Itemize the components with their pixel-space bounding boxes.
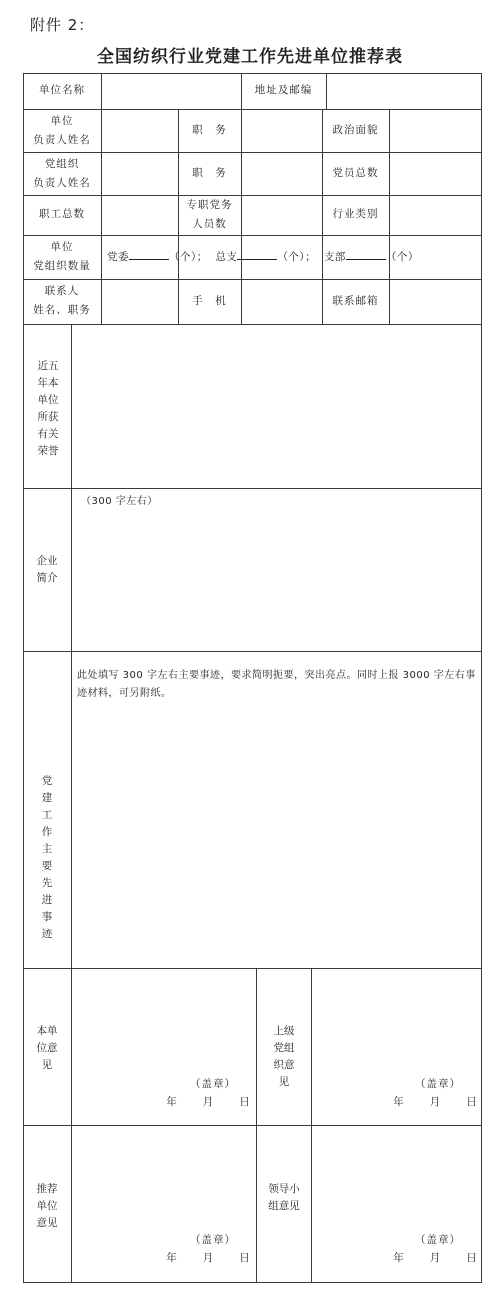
rule	[101, 73, 102, 109]
vertical-label-line: 先	[41, 877, 53, 889]
vertical-label-line: 组意见	[268, 1200, 300, 1212]
general-branch-label: 总支	[215, 251, 238, 263]
unit-leader-label	[23, 112, 101, 150]
unit-leader-label-line1: 单位	[50, 115, 74, 127]
position-label: 职 务	[192, 124, 227, 136]
vertical-label-line: 党	[41, 775, 53, 787]
seal-label: （盖章）	[415, 1234, 461, 1246]
recommendation-form	[23, 73, 482, 1283]
date-line	[153, 1093, 263, 1112]
rule	[23, 73, 482, 74]
rule	[326, 73, 327, 109]
form-title: 全国纺织行业党建工作先进单位推荐表	[97, 47, 403, 67]
total-staff-label: 职工总数	[39, 208, 85, 220]
committee-count-field[interactable]	[129, 247, 169, 260]
org-count-label-line2: 党组织数量	[33, 260, 91, 272]
rule	[23, 109, 482, 110]
rule	[23, 235, 482, 236]
vertical-label-line: 年本	[37, 377, 59, 389]
vertical-label-line: 迹	[41, 928, 53, 940]
honors-label-text	[34, 358, 62, 460]
year-label: 年	[166, 1252, 177, 1264]
fulltime-staff-label	[178, 196, 241, 234]
rule	[23, 279, 482, 280]
intro-label	[33, 553, 61, 587]
separator: ；	[196, 251, 208, 263]
rule	[23, 968, 482, 969]
month-label: 月	[202, 1096, 214, 1108]
contact-label-line2: 姓名、职务	[33, 304, 91, 316]
vertical-label-line: 事	[41, 911, 53, 923]
branch-unit: （个）	[385, 251, 419, 263]
vertical-label-line: 建	[41, 792, 53, 804]
vertical-label-line: 上级	[273, 1025, 295, 1037]
vertical-label-line: 本单	[36, 1025, 58, 1037]
date-line	[380, 1093, 490, 1112]
vertical-label-line: 进	[41, 894, 53, 906]
unit-opinion-label	[35, 1023, 59, 1074]
vertical-label-line: 见	[278, 1076, 290, 1088]
vertical-label-line: 荣誉	[37, 445, 59, 457]
unit-name-label: 单位名称	[39, 84, 85, 96]
rule	[256, 968, 257, 1282]
deeds-hint: 此处填写 300 字左右主要事迹，要求简明扼要，突出亮点。同时上报 3000 字左右事迹材料，可另附纸。	[77, 670, 476, 699]
vertical-label-line: 见	[41, 1059, 53, 1071]
year-label: 年	[393, 1252, 404, 1264]
org-count-fields	[107, 247, 477, 267]
superior-opinion-label	[261, 1023, 307, 1091]
committee-label: 党委	[107, 251, 129, 263]
mobile-label: 手 机	[192, 295, 227, 307]
day-label: 日	[466, 1252, 477, 1264]
vertical-label-line: 作	[41, 826, 53, 838]
rule	[389, 279, 390, 324]
seal-label: （盖章）	[415, 1078, 461, 1090]
date-line	[153, 1249, 263, 1268]
honors-label	[34, 358, 62, 460]
rule	[241, 279, 242, 324]
month-label: 月	[202, 1252, 214, 1264]
party-members-label: 党员总数	[332, 167, 379, 179]
rule	[23, 488, 482, 489]
vertical-label-line: 要	[41, 860, 53, 872]
political-status-label: 政治面貌	[332, 124, 379, 136]
rule	[23, 651, 482, 652]
vertical-label-line: 工	[41, 809, 53, 821]
general-branch-count-field[interactable]	[237, 247, 277, 260]
month-label: 月	[429, 1252, 441, 1264]
separator: ；	[305, 251, 317, 263]
rule	[101, 279, 102, 324]
general-branch-unit: （个）	[277, 251, 306, 263]
position-label: 职 务	[192, 167, 227, 179]
party-leader-label-line2: 负责人姓名	[33, 177, 91, 189]
day-label: 日	[239, 1252, 250, 1264]
rule	[23, 1125, 482, 1126]
rule	[23, 1282, 482, 1283]
vertical-label-line: 党组	[273, 1042, 295, 1054]
rule	[23, 195, 482, 196]
year-label: 年	[166, 1096, 177, 1108]
vertical-label-line: 所获	[37, 411, 59, 423]
contact-label-line1: 联系人	[44, 285, 80, 297]
vertical-label-line: 推荐	[36, 1183, 58, 1195]
industry-label: 行业类别	[332, 208, 379, 220]
vertical-label-line: 位意	[36, 1042, 58, 1054]
fulltime-staff-label-line2: 人员数	[192, 218, 227, 230]
day-label: 日	[466, 1096, 477, 1108]
vertical-label-line: 单位	[36, 1200, 58, 1212]
seal-label: （盖章）	[190, 1234, 236, 1246]
branch-count-field[interactable]	[346, 247, 386, 260]
vertical-label-line: 近五	[37, 360, 59, 372]
party-leader-label-line1: 党组织	[44, 158, 80, 170]
seal-label: （盖章）	[190, 1078, 236, 1090]
vertical-label-line: 主	[41, 843, 53, 855]
vertical-label-line: 意见	[36, 1217, 58, 1229]
fulltime-staff-label-line1: 专职党务	[186, 199, 233, 211]
vertical-label-line: 有关	[37, 428, 59, 440]
date-line	[380, 1249, 490, 1268]
rule	[23, 152, 482, 153]
contact-label	[23, 282, 101, 320]
vertical-label-line: 织意	[273, 1059, 295, 1071]
committee-unit: （个）	[169, 251, 197, 263]
rule	[23, 324, 482, 325]
vertical-label-line: 单位	[37, 394, 59, 406]
rule	[101, 235, 102, 279]
year-label: 年	[393, 1096, 404, 1108]
party-leader-label	[23, 155, 101, 193]
branch-label: 支部	[323, 251, 346, 263]
recommend-opinion-label	[35, 1181, 59, 1232]
rule	[71, 324, 72, 1282]
day-label: 日	[239, 1096, 250, 1108]
leading-group-opinion-label	[261, 1181, 307, 1215]
month-label: 月	[429, 1096, 441, 1108]
intro-hint: （300 字左右）	[81, 496, 158, 507]
unit-leader-label-line2: 负责人姓名	[33, 134, 91, 146]
vertical-label-line: 领导小	[268, 1183, 300, 1195]
address-zip-label: 地址及邮编	[254, 84, 313, 96]
email-label: 联系邮箱	[332, 295, 379, 307]
rule	[311, 968, 312, 1282]
org-count-label	[23, 238, 101, 276]
attachment-label: 附件 2：	[30, 16, 95, 34]
org-count-label-line1: 单位	[50, 241, 74, 253]
deeds-label	[39, 773, 55, 943]
vertical-label-line: 简介	[36, 572, 58, 584]
vertical-label-line: 企业	[36, 555, 58, 567]
